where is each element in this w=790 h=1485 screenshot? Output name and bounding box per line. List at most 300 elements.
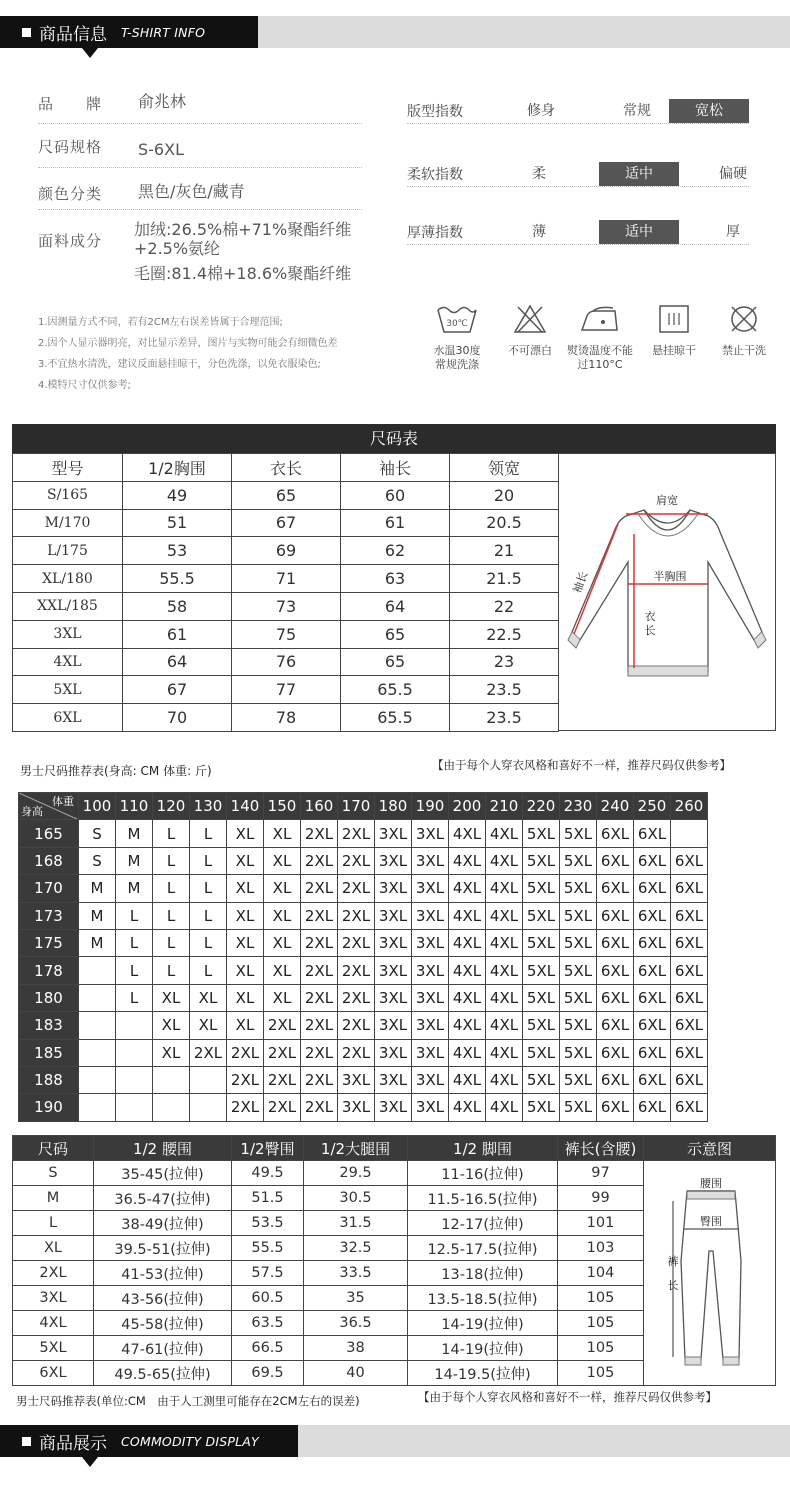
svg-text:长: 长 [644,624,656,637]
rec-size-cell: 2XL [301,1039,338,1066]
rec-size-cell: 6XL [634,957,671,984]
pants-illustration-icon [643,1161,775,1386]
rec-height-cell: 165 [19,820,79,847]
rec-size-cell: 4XL [486,1094,523,1121]
size-value-cell: 51 [123,509,232,537]
rec-size-cell: 6XL [597,847,634,874]
rec-size-cell: 6XL [634,847,671,874]
rec-size-cell [79,1012,116,1039]
rec-size-cell: XL [264,820,301,847]
rec-row [19,820,708,847]
size-value-cell: 76 [232,648,341,676]
pants-cell: 32.5 [304,1236,408,1261]
rec-size-cell: S [79,847,116,874]
rec-size-cell: 6XL [597,1066,634,1093]
info-value: 俞兆林 [138,92,187,111]
rec-size-cell: 6XL [597,929,634,956]
pants-cell: 105 [558,1336,644,1361]
info-value: S-6XL [138,140,184,159]
triangle-pointer-icon [82,1457,98,1467]
rec-size-cell: 5XL [560,847,597,874]
rec-size-cell: 5XL [560,875,597,902]
size-value-cell: 60 [341,481,450,509]
pants-header-cell: 1/2大腿围 [304,1136,408,1161]
size-header-cell: 领宽 [450,454,559,482]
rec-height-cell: 173 [19,902,79,929]
no-dry-clean-icon [727,304,761,334]
rec-height-cell: 180 [19,984,79,1011]
section-title-en: T-SHIRT INFO [121,24,206,40]
pants-header-cell: 示意图 [644,1136,776,1161]
rec-size-cell: 2XL [264,1066,301,1093]
size-row [13,704,559,732]
size-value-cell: 22 [450,592,559,620]
rec-size-cell: 3XL [375,984,412,1011]
size-value-cell: 78 [232,704,341,732]
index-option: 偏硬 [719,166,747,182]
pants-footer-left: 男士尺码推荐表(单位:CM 由于人工测里可能存在2CM左右的误差) [16,1394,360,1408]
rec-size-cell: 5XL [560,820,597,847]
rec-size-cell: L [116,984,153,1011]
rec-size-cell: 2XL [227,1094,264,1121]
rec-size-cell: XL [264,929,301,956]
rec-size-cell: 4XL [449,929,486,956]
size-value-cell: 64 [341,592,450,620]
rec-size-cell: 6XL [597,984,634,1011]
rec-size-cell: XL [264,847,301,874]
rec-size-cell: L [153,957,190,984]
rec-size-cell [116,1066,153,1093]
pants-cell: 53.5 [232,1211,304,1236]
rec-size-cell: 2XL [227,1066,264,1093]
size-value-cell: 21.5 [450,565,559,593]
rec-size-cell: L [153,875,190,902]
pants-cell: 49.5-65(拉伸) [94,1361,232,1386]
rec-size-cell: 6XL [671,984,708,1011]
index-option-selected: 适中 [599,162,679,186]
corner-height-label: 身高 [21,805,43,819]
size-header-cell: 袖长 [341,454,450,482]
pants-cell: 97 [558,1161,644,1186]
index-option: 厚 [726,224,740,240]
pants-cell: 55.5 [232,1236,304,1261]
rec-size-cell: M [79,875,116,902]
size-value-cell: 67 [232,509,341,537]
info-row-fabric [38,220,362,286]
size-value-cell: 71 [232,565,341,593]
size-value-cell: 73 [232,592,341,620]
rec-size-cell: M [116,820,153,847]
rec-size-cell: 2XL [264,1039,301,1066]
rec-size-cell [79,1066,116,1093]
size-value-cell: 63 [341,565,450,593]
rec-size-cell: 6XL [634,1066,671,1093]
size-model-cell: S/165 [13,481,123,509]
index-option: 薄 [532,224,546,240]
rec-size-cell: 4XL [486,1012,523,1039]
rec-size-cell [190,1066,227,1093]
pants-cell: 36.5 [304,1311,408,1336]
rec-weight-header: 110 [116,793,153,820]
size-value-cell: 64 [123,648,232,676]
rec-size-cell: 4XL [486,1066,523,1093]
index-label: 版型指数 [407,104,463,120]
section-title-en: COMMODITY DISPLAY [121,1433,259,1449]
rec-size-cell: L [190,820,227,847]
size-row [13,676,559,704]
index-option: 常规 [623,103,651,119]
pants-cell: 99 [558,1186,644,1211]
rec-size-cell [79,1094,116,1121]
rec-size-cell [79,984,116,1011]
size-row [13,592,559,620]
rec-size-cell: 5XL [523,847,560,874]
rec-weight-header: 240 [597,793,634,820]
rec-size-cell: 5XL [523,1039,560,1066]
info-label: 尺码规格 [38,138,103,156]
rec-size-cell: 4XL [486,957,523,984]
rec-size-cell: 2XL [301,1012,338,1039]
rec-size-cell: XL [227,984,264,1011]
rec-size-cell: 5XL [560,1012,597,1039]
pants-header-cell: 1/2 脚围 [408,1136,558,1161]
rec-size-cell: 6XL [671,1066,708,1093]
rec-size-cell: XL [190,1012,227,1039]
pants-cell: 103 [558,1236,644,1261]
rec-weight-header: 230 [560,793,597,820]
rec-size-cell: 5XL [523,902,560,929]
pants-header-cell: 裤长(含腰) [558,1136,644,1161]
rec-size-cell: XL [153,984,190,1011]
men-rec-note: 【由于每个人穿衣风格和喜好不一样，推荐尺码仅供参考】 [432,758,731,772]
rec-size-cell: 2XL [338,847,375,874]
pants-cell: 38 [304,1336,408,1361]
rec-size-cell [79,1039,116,1066]
pants-cell: 14-19(拉伸) [408,1311,558,1336]
sweater-diagram [558,453,776,731]
rec-size-cell: 3XL [338,1066,375,1093]
pants-cell: 105 [558,1361,644,1386]
rec-size-cell [116,1039,153,1066]
rec-size-cell: 6XL [671,1012,708,1039]
size-value-cell: 65 [341,648,450,676]
svg-text:袖长: 袖长 [570,569,591,596]
rec-size-cell: L [190,902,227,929]
info-label: 品 牌 [38,95,103,113]
rec-size-cell: L [190,929,227,956]
rec-size-cell: 4XL [486,984,523,1011]
rec-row [19,929,708,956]
rec-size-cell: 2XL [227,1039,264,1066]
rec-size-cell: 5XL [560,1066,597,1093]
note-line: 2.因个人显示器明亮，对比显示差异，图片与实物可能会有细微色差 [38,338,338,349]
rec-size-cell: L [116,929,153,956]
rec-weight-header: 120 [153,793,190,820]
size-header-cell: 型号 [13,454,123,482]
info-row-color [38,178,362,210]
rec-size-cell: 6XL [634,1012,671,1039]
pants-cell: 51.5 [232,1186,304,1211]
rec-size-cell: 3XL [412,875,449,902]
rec-height-cell: 185 [19,1039,79,1066]
pants-cell: 69.5 [232,1361,304,1386]
rec-size-cell: 4XL [449,847,486,874]
rec-row [19,984,708,1011]
pants-cell: 47-61(拉伸) [94,1336,232,1361]
svg-text:半胸围: 半胸围 [653,570,687,583]
pants-cell: 101 [558,1211,644,1236]
rec-size-cell: 4XL [449,1066,486,1093]
rec-size-cell [190,1094,227,1121]
rec-row [19,957,708,984]
info-label: 颜色分类 [38,185,103,203]
note-line: 3.不宜热水清洗，建议反面悬挂晾干，分色洗涤，以免衣服染色; [38,359,321,370]
size-value-cell: 62 [341,537,450,565]
rec-weight-header: 100 [79,793,116,820]
iron-icon [579,304,621,334]
rec-size-cell: XL [264,875,301,902]
rec-size-cell: 6XL [634,875,671,902]
size-value-cell: 53 [123,537,232,565]
rec-size-cell: 6XL [671,902,708,929]
pants-cell: 5XL [13,1336,94,1361]
rec-size-cell: XL [227,929,264,956]
rec-row [19,902,708,929]
rec-size-cell: 2XL [301,847,338,874]
svg-text:长: 长 [667,1279,679,1292]
care-text: 水温30度 常规洗涤 [433,344,481,371]
pants-cell: 3XL [13,1286,94,1311]
rec-size-cell: 3XL [412,1066,449,1093]
rec-size-cell: 4XL [486,875,523,902]
pants-cell: 12.5-17.5(拉伸) [408,1236,558,1261]
rec-row [19,1039,708,1066]
rec-size-cell: 6XL [597,1039,634,1066]
size-model-cell: L/175 [13,537,123,565]
pants-cell: 105 [558,1311,644,1336]
rec-size-cell: 3XL [412,820,449,847]
rec-size-cell: 4XL [449,902,486,929]
rec-height-cell: 170 [19,875,79,902]
size-model-cell: XL/180 [13,565,123,593]
rec-size-cell: 5XL [523,1094,560,1121]
rec-size-cell: XL [264,957,301,984]
index-option: 柔 [532,166,546,182]
rec-size-cell: 6XL [634,1094,671,1121]
rec-corner-cell [19,793,79,820]
rec-size-cell: 3XL [412,847,449,874]
size-row [13,648,559,676]
rec-size-cell: 3XL [412,984,449,1011]
index-softness [407,161,749,187]
rec-size-cell: 2XL [338,1039,375,1066]
pants-cell: 12-17(拉伸) [408,1211,558,1236]
rec-size-cell: L [116,902,153,929]
care-text: 不可漂白 [508,344,552,357]
size-value-cell: 70 [123,704,232,732]
rec-size-cell: L [190,875,227,902]
rec-height-cell: 188 [19,1066,79,1093]
rec-size-cell: 6XL [671,1094,708,1121]
size-value-cell: 22.5 [450,620,559,648]
size-value-cell: 65.5 [341,676,450,704]
rec-size-cell: 2XL [301,820,338,847]
rec-size-cell: 4XL [449,984,486,1011]
section-title-cn: 商品展示 [39,1433,107,1454]
size-value-cell: 61 [341,509,450,537]
rec-size-cell: 4XL [449,1094,486,1121]
rec-size-cell: 6XL [597,1012,634,1039]
rec-size-cell: 2XL [301,875,338,902]
note-line: 1.因测量方式不同，若有2CM左右误差皆属于合理范围; [38,317,283,328]
rec-size-cell: L [153,820,190,847]
size-value-cell: 23.5 [450,704,559,732]
triangle-pointer-icon [82,48,98,58]
rec-size-cell: 2XL [301,957,338,984]
rec-size-cell: 4XL [486,1039,523,1066]
pants-cell: 39.5-51(拉伸) [94,1236,232,1261]
rec-size-cell: 5XL [560,929,597,956]
rec-size-cell: M [116,875,153,902]
rec-size-cell: 3XL [412,1012,449,1039]
rec-size-cell: 3XL [375,847,412,874]
index-label: 厚薄指数 [407,225,463,241]
pants-cell: 35 [304,1286,408,1311]
rec-size-cell [79,957,116,984]
size-model-cell: 3XL [13,620,123,648]
rec-weight-header: 210 [486,793,523,820]
rec-weight-header: 250 [634,793,671,820]
rec-size-cell: 5XL [523,875,560,902]
rec-size-cell: 3XL [375,929,412,956]
rec-size-cell: 5XL [560,902,597,929]
square-icon [22,1437,31,1446]
pants-cell: 2XL [13,1261,94,1286]
pants-cell: 11-16(拉伸) [408,1161,558,1186]
pants-cell: 35-45(拉伸) [94,1161,232,1186]
rec-size-cell: 2XL [301,929,338,956]
pants-cell: S [13,1161,94,1186]
svg-text:肩宽: 肩宽 [656,494,678,507]
rec-size-cell: 3XL [375,1066,412,1093]
rec-size-cell: 6XL [597,1094,634,1121]
pants-cell: 63.5 [232,1311,304,1336]
index-option-selected: 宽松 [669,99,749,123]
rec-size-cell: L [190,957,227,984]
pants-header-cell: 尺码 [13,1136,94,1161]
size-value-cell: 20 [450,481,559,509]
size-value-cell: 75 [232,620,341,648]
pants-cell: 66.5 [232,1336,304,1361]
rec-weight-header: 200 [449,793,486,820]
rec-size-cell: 3XL [338,1094,375,1121]
pants-diagram [643,1161,775,1386]
rec-size-cell: 2XL [338,902,375,929]
rec-size-cell: M [79,929,116,956]
rec-size-cell: 6XL [671,847,708,874]
size-chart-title: 尺码表 [12,424,776,453]
index-fit [407,98,749,124]
rec-size-cell: 6XL [634,929,671,956]
pants-header-cell: 1/2臀围 [232,1136,304,1161]
pants-cell: 31.5 [304,1211,408,1236]
rec-height-cell: 190 [19,1094,79,1121]
size-model-cell: XXL/185 [13,592,123,620]
wash-30-icon [436,304,478,334]
rec-size-cell: 5XL [560,984,597,1011]
rec-row [19,1066,708,1093]
rec-size-cell: 5XL [523,1012,560,1039]
pants-cell: 104 [558,1261,644,1286]
section-header-display [0,1425,298,1457]
rec-size-cell: 2XL [190,1039,227,1066]
rec-size-cell: 3XL [375,957,412,984]
size-value-cell: 23.5 [450,676,559,704]
rec-weight-header: 130 [190,793,227,820]
rec-size-cell: XL [227,847,264,874]
pants-cell: 36.5-47(拉伸) [94,1186,232,1211]
rec-size-cell: XL [153,1039,190,1066]
index-label: 柔软指数 [407,167,463,183]
pants-cell: 41-53(拉伸) [94,1261,232,1286]
rec-size-cell: 5XL [523,957,560,984]
rec-height-cell: 168 [19,847,79,874]
info-row-brand [38,88,362,124]
hang-dry-icon [658,304,690,334]
svg-text:衣: 衣 [644,610,656,623]
rec-size-cell: 2XL [264,1094,301,1121]
men-rec-table [18,792,708,1122]
svg-text:裤: 裤 [667,1255,679,1268]
rec-size-cell: XL [190,984,227,1011]
size-model-cell: 4XL [13,648,123,676]
rec-size-cell: 4XL [449,1039,486,1066]
rec-size-cell: 4XL [449,957,486,984]
info-value-line: 加绒:26.5%棉+71%聚酯纤维 [134,220,352,239]
pants-cell: 33.5 [304,1261,408,1286]
rec-size-cell: 2XL [338,957,375,984]
rec-size-cell: 4XL [486,847,523,874]
care-text: 熨烫温度不能 过110°C [567,344,633,371]
rec-size-cell: XL [264,984,301,1011]
rec-weight-header: 160 [301,793,338,820]
rec-size-cell: L [153,847,190,874]
rec-size-cell: 2XL [338,1012,375,1039]
pants-cell: 6XL [13,1361,94,1386]
pants-footer-right: 【由于每个人穿衣风格和喜好不一样，推荐尺码仅供参考】 [418,1390,717,1404]
pants-cell: 49.5 [232,1161,304,1186]
rec-size-cell: 2XL [264,1012,301,1039]
rec-size-cell: 5XL [523,929,560,956]
rec-size-cell: XL [227,902,264,929]
size-header-cell: 衣长 [232,454,341,482]
rec-size-cell: 5XL [560,957,597,984]
size-model-cell: M/170 [13,509,123,537]
rec-size-cell: 6XL [634,984,671,1011]
rec-size-cell [153,1066,190,1093]
care-wash [417,304,497,372]
size-value-cell: 77 [232,676,341,704]
size-value-cell: 65 [232,481,341,509]
info-value-line: +2.5%氨纶 [134,239,221,258]
rec-row [19,1012,708,1039]
rec-size-cell [671,820,708,847]
rec-size-cell: 6XL [671,929,708,956]
pants-cell: 13.5-18.5(拉伸) [408,1286,558,1311]
rec-size-cell: 5XL [523,1066,560,1093]
sweater-illustration-icon [558,454,776,732]
size-value-cell: 69 [232,537,341,565]
